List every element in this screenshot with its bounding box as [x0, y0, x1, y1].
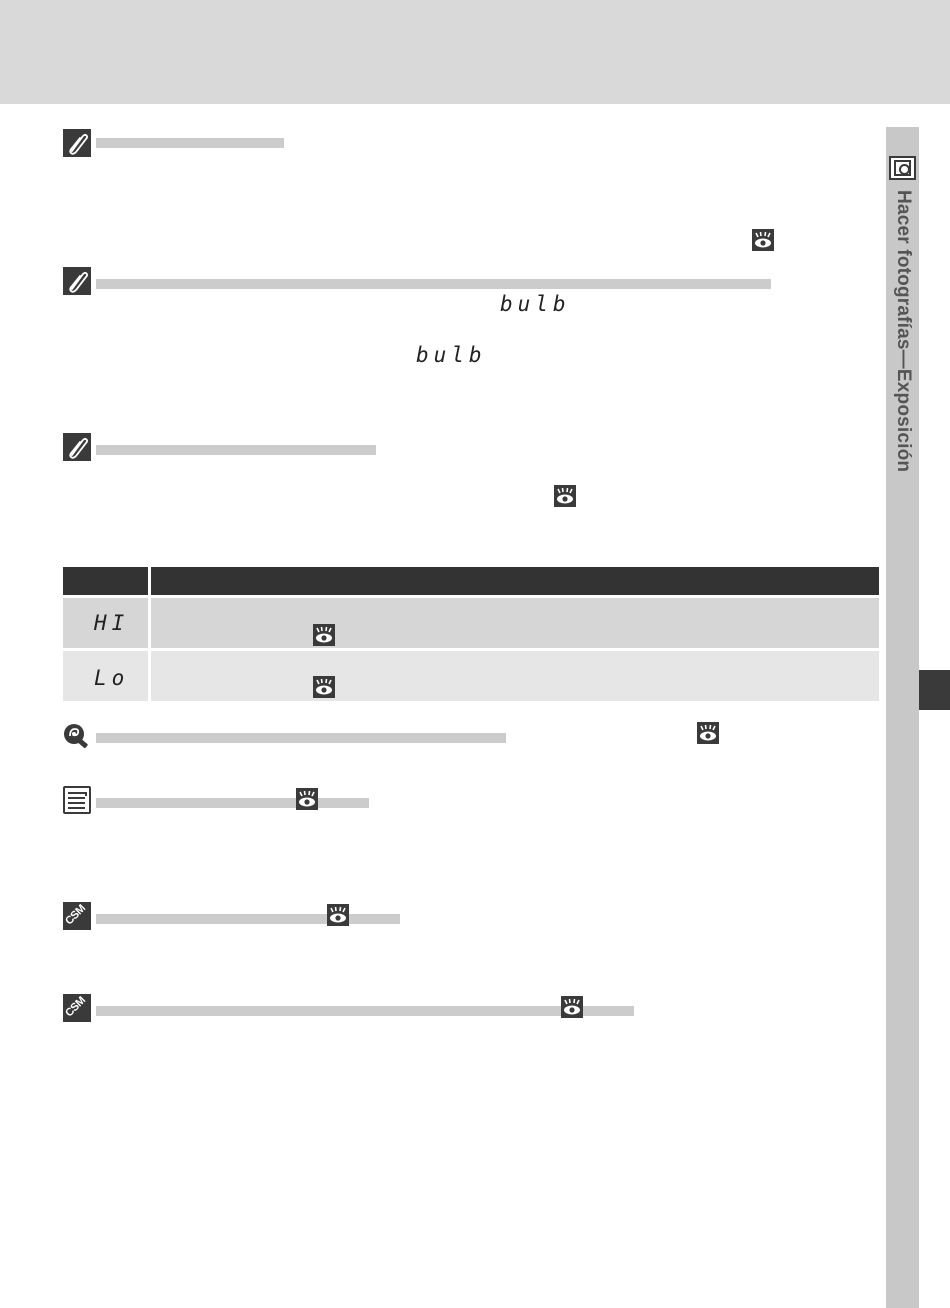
page-reference-icon — [561, 996, 583, 1018]
menu-list-icon — [63, 786, 91, 814]
lcd-lo-display: Lo — [94, 666, 130, 690]
camera-mode-icon — [889, 156, 916, 180]
redacted-heading — [96, 733, 506, 743]
pencil-note-icon — [63, 129, 91, 157]
redacted-heading — [96, 138, 284, 148]
redacted-heading — [96, 914, 400, 924]
table-row — [63, 598, 879, 648]
chapter-title: Hacer fotografías—Exposición — [893, 190, 914, 473]
page-reference-icon — [327, 904, 349, 926]
pencil-note-icon — [63, 433, 91, 461]
redacted-heading — [96, 798, 369, 808]
lcd-hi-display: HI — [94, 611, 130, 635]
page-header-band — [0, 0, 950, 104]
page-reference-icon — [554, 485, 576, 507]
page-reference-icon — [313, 624, 335, 646]
tip-bulb-icon — [62, 722, 92, 752]
page-reference-icon — [313, 676, 335, 698]
redacted-heading — [96, 445, 376, 455]
exposure-warning-table-header — [63, 567, 879, 595]
lcd-bulb-display: bulb — [500, 292, 571, 316]
pencil-note-icon — [63, 267, 91, 295]
csm-icon: CSM — [63, 994, 91, 1022]
page-reference-icon — [752, 229, 774, 251]
csm-icon: CSM — [63, 902, 91, 930]
lcd-bulb-display: bulb — [416, 343, 487, 367]
redacted-heading — [96, 1006, 634, 1016]
page-reference-icon — [296, 788, 318, 810]
chapter-position-marker — [919, 670, 950, 710]
table-row — [63, 651, 879, 701]
page-reference-icon — [697, 722, 719, 744]
redacted-heading — [96, 279, 771, 289]
